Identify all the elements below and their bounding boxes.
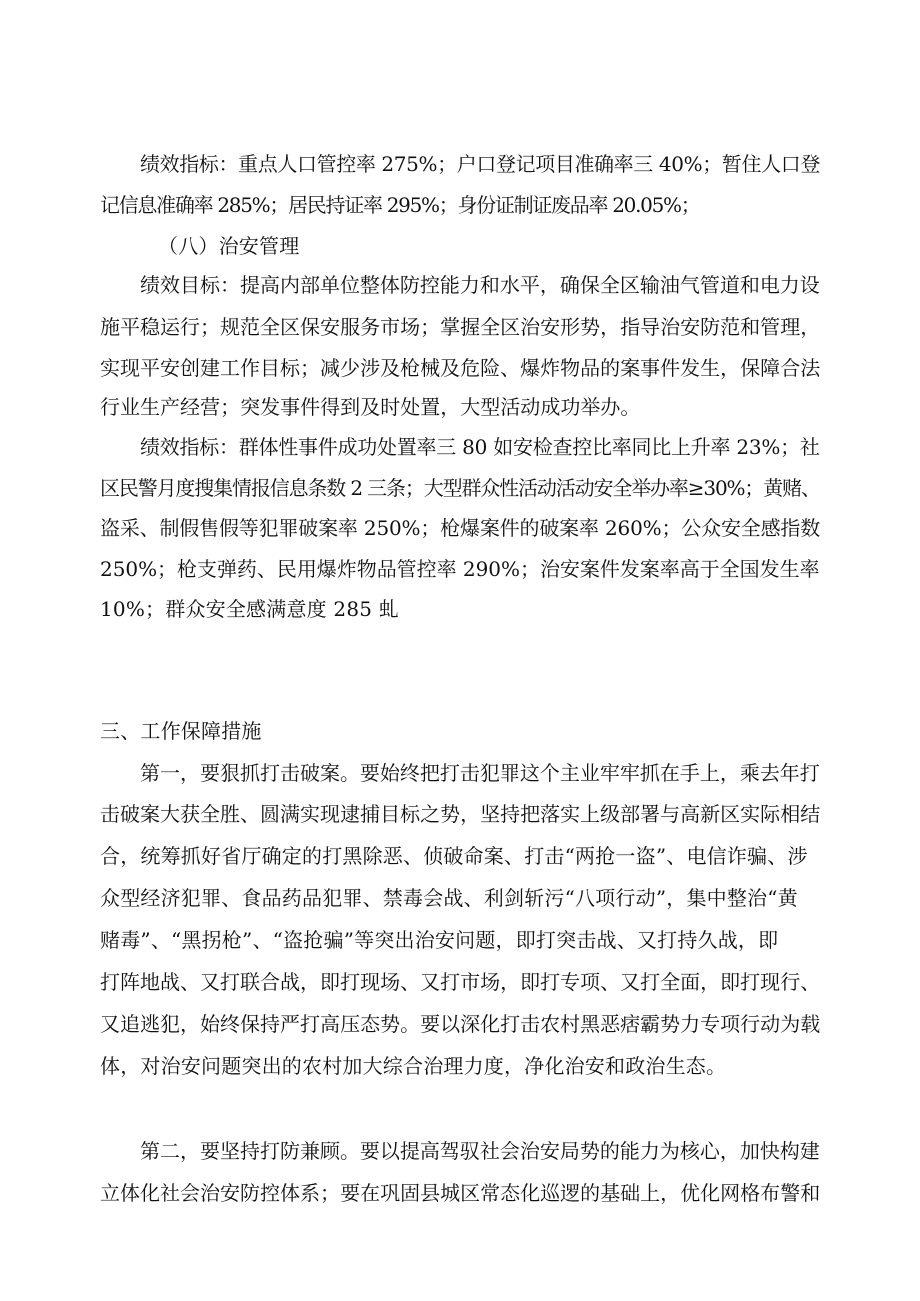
text-line: 记信息准确率 285%；居民持证率 295%；身份证制证废品率 20.05%； — [100, 193, 700, 217]
text-line: 区民警月度搜集情报信息条数 2 三条；大型群众性活动活动安全举办率≥30%；黄赌、 — [100, 476, 820, 500]
text-line: 体，对治安问题突出的农村加大综合治理力度，净化治安和政治生态。 — [100, 1054, 727, 1078]
text-line: 盗采、制假售假等犯罪破案率 250%；枪爆案件的破案率 260%；公众安全感指数 — [100, 516, 821, 540]
text-line: 250%；枪支弹药、民用爆炸物品管控率 290%；治安案件发案率高于全国发生率 — [100, 557, 820, 581]
text-line: 行业生产经营；突发事件得到及时处置，大型活动成功举办。 — [100, 395, 641, 419]
text-line: 实现平安创建工作目标；减少涉及枪械及危险、爆炸物品的案事件发生，保障合法 — [100, 356, 821, 380]
text-line: 赌毒”、“黑拐枪”、“盗抢骗”等突出治安问题，即打突击战、又打持久战，即 — [100, 928, 779, 952]
text-line: 10%；群众安全感满意度 285 虬 — [100, 597, 399, 621]
text-line: 众型经济犯罪、食品药品犯罪、禁毒会战、利剑斩污“八项行动”，集中整治“黄 — [100, 886, 798, 910]
section-heading: 三、工作保障措施 — [100, 719, 262, 743]
text-line: 绩效指标：重点人口管控率 275%；户口登记项目准确率三 40%；暂住人口登 — [140, 152, 820, 176]
text-line: 立体化社会治安防控体系；要在巩固县城区常态化巡逻的基础上，优化网格布警和 — [100, 1181, 821, 1205]
text-line: 击破案大获全胜、圆满实现逮捕目标之势，坚持把落实上级部署与高新区实际相结 — [100, 802, 821, 826]
section-heading: （八）治安管理 — [158, 234, 300, 258]
text-line: 第二，要坚持打防兼顾。要以提高驾驭社会治安局势的能力为核心，加快构建 — [140, 1139, 820, 1163]
text-line: 打阵地战、又打联合战，即打现场、又打市场，即打专项、又打全面，即打现行、 — [100, 970, 821, 994]
text-line: 施平稳运行；规范全区保安服务市场；掌握全区治安形势，指导治安防范和管理， — [100, 315, 821, 339]
text-line: 又追逃犯，始终保持严打高压态势。要以深化打击农村黑恶痞霸势力专项行动为载 — [100, 1012, 821, 1036]
text-line: 第一，要狠抓打击破案。要始终把打击犯罪这个主业牢牢抓在手上，乘去年打 — [140, 761, 820, 785]
text-line: 合，统筹抓好省厅确定的打黑除恶、侦破命案、打击“两抢一盗”、电信诈骗、涉 — [100, 844, 808, 868]
text-line: 绩效目标：提高内部单位整体防控能力和水平，确保全区输油气管道和电力设 — [140, 273, 820, 297]
text-line: 绩效指标：群体性事件成功处置率三 80 如安检查控比率同比上升率 23%；社 — [140, 435, 820, 459]
